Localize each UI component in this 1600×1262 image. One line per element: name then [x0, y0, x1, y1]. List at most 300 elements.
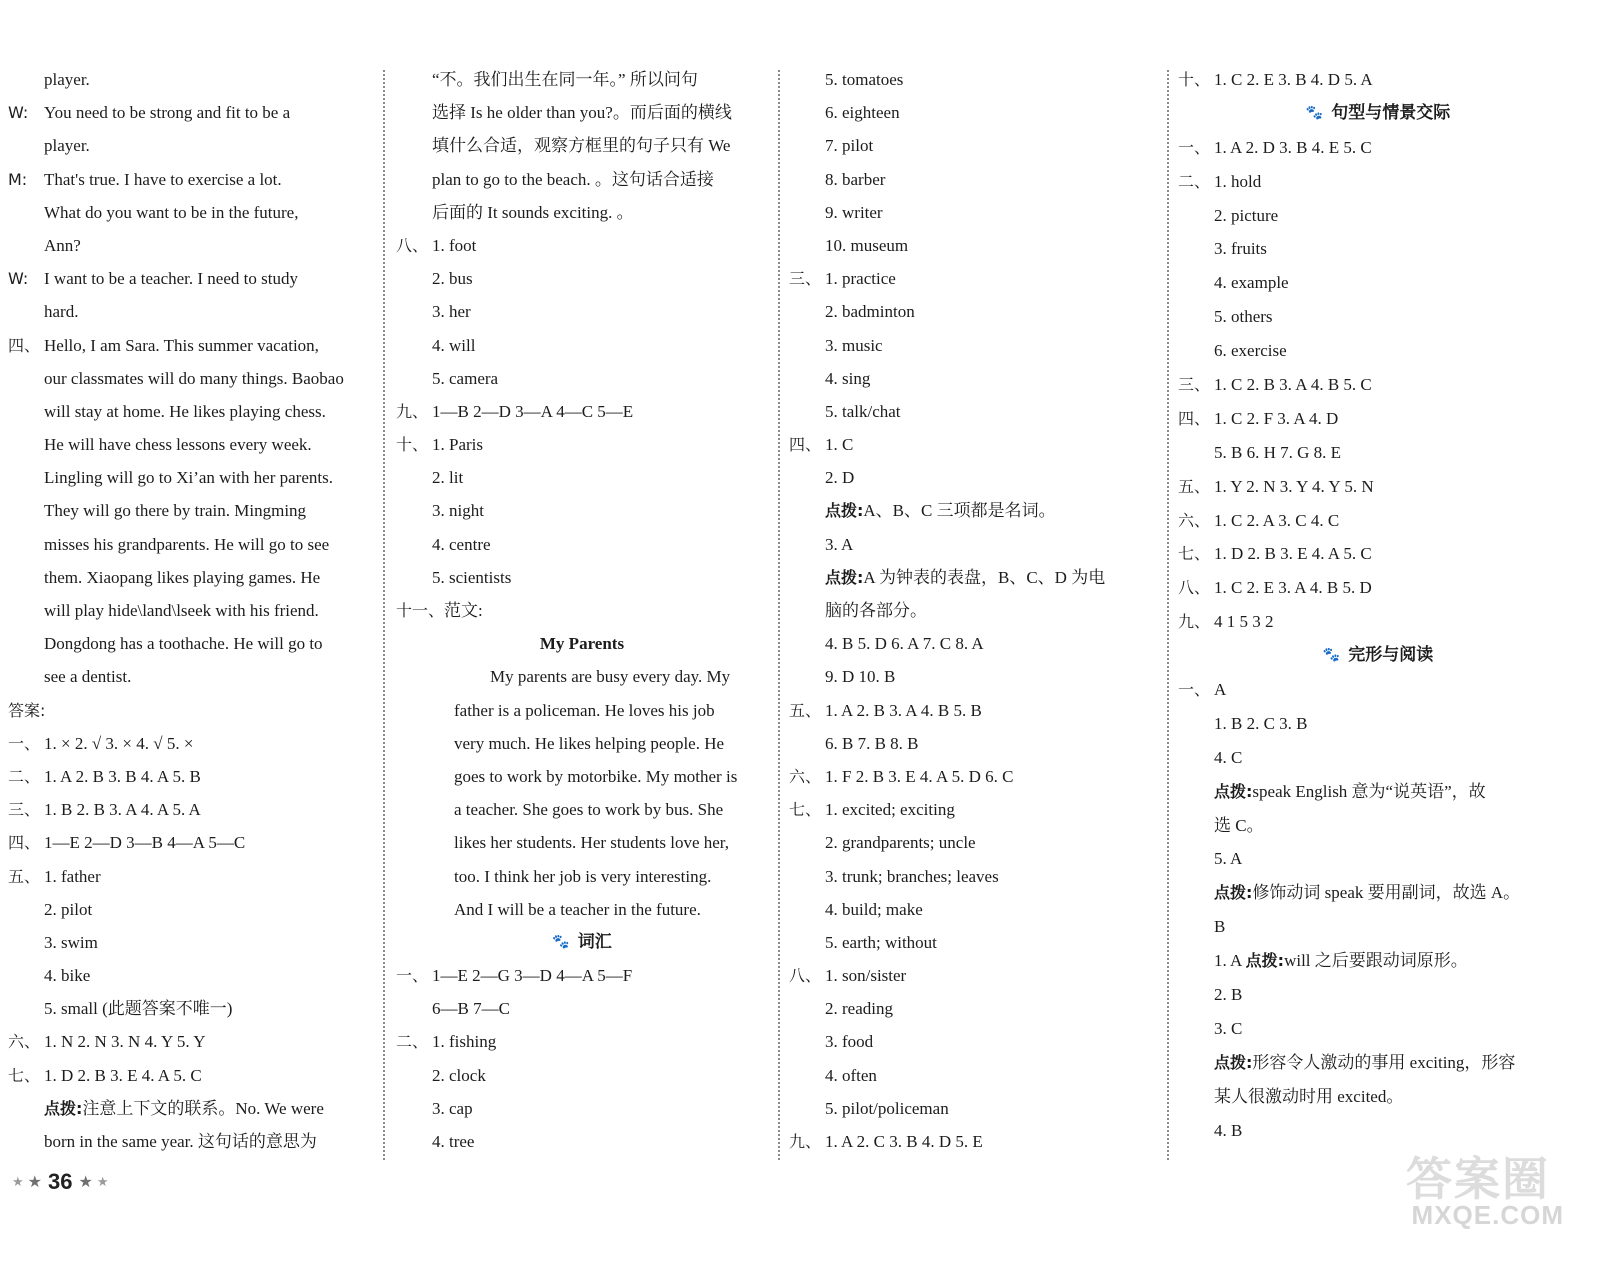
answer-line — [396, 295, 768, 328]
answer-text: You need to be strong and fit to be a — [44, 103, 291, 123]
answer-line — [396, 494, 768, 527]
section-heading — [1178, 639, 1578, 673]
answer-line — [1178, 741, 1578, 775]
answer-line — [396, 1092, 768, 1125]
answer-line — [789, 660, 1159, 693]
column-divider — [778, 70, 780, 1160]
answer-line — [1178, 775, 1578, 809]
essay-line: And I will be a teacher in the future. — [454, 899, 701, 919]
answer-line — [396, 594, 768, 627]
answer-text: 4. will — [432, 335, 476, 355]
hint-text: will 之后要跟动词原形。 — [1284, 951, 1468, 971]
answer-line — [396, 196, 768, 229]
question-label: 八、 — [1178, 578, 1211, 598]
answer-text: 5. pilot/policeman — [825, 1098, 949, 1118]
answer-text: 1. C 2. B 3. A 4. B 5. C — [1214, 375, 1372, 395]
answer-text: 1. C 2. F 3. A 4. D — [1214, 408, 1339, 428]
answer-text: 5. tomatoes — [825, 70, 904, 89]
answer-text: hard. — [44, 302, 79, 322]
answer-line — [396, 959, 768, 992]
question-label: M: — [8, 169, 28, 189]
answer-text: 1. D 2. B 3. E 4. A 5. C — [44, 1065, 202, 1085]
star-icon: ★ — [27, 1174, 42, 1191]
answer-line — [1178, 1080, 1578, 1114]
answer-text: A — [1214, 680, 1227, 700]
answer-line — [1178, 605, 1578, 639]
answer-text: misses his grandparents. He will go to see — [44, 534, 330, 554]
answer-line — [8, 63, 378, 96]
hint-label: 点拨: — [1214, 883, 1253, 903]
answer-line — [1178, 402, 1578, 436]
section-heading-text: 完形与阅读 — [1348, 645, 1434, 666]
answer-line — [1178, 537, 1578, 571]
question-label: 九、 — [789, 1132, 822, 1151]
page-footer — [10, 1166, 110, 1198]
answer-text: 脑的各部分。 — [825, 601, 927, 620]
answer-line — [1178, 334, 1578, 368]
answer-line — [396, 1059, 768, 1092]
answer-text: 1. A 2. B 3. B 4. A 5. B — [44, 766, 201, 786]
essay-line: a teacher. She goes to work by bus. She — [454, 800, 724, 820]
answer-line — [396, 1025, 768, 1058]
answer-line — [8, 959, 378, 992]
answer-text: 3. trunk; branches; leaves — [825, 866, 999, 886]
answer-line — [789, 329, 1159, 362]
answer-line — [8, 727, 378, 760]
section-heading — [396, 926, 768, 959]
answer-text: 1. C 2. E 3. B 4. D 5. A — [1214, 70, 1373, 89]
question-label: 一、 — [1178, 137, 1211, 157]
question-label: 九、 — [1178, 612, 1211, 632]
answer-line — [8, 329, 378, 362]
hint-text: 修饰动词 speak 要用副词，故选 A。 — [1252, 883, 1521, 903]
answer-line — [1178, 300, 1578, 334]
question-label: 一、 — [1178, 680, 1211, 700]
answer-line — [1178, 842, 1578, 876]
hint-label: 点拨: — [825, 501, 864, 521]
question-label: 七、 — [1178, 544, 1211, 564]
answer-line — [789, 760, 1159, 793]
section-heading — [1178, 97, 1578, 131]
answer-line — [789, 992, 1159, 1025]
answer-text: 10. museum — [825, 235, 909, 255]
answer-line — [396, 96, 768, 129]
answer-line — [8, 395, 378, 428]
question-label: 四、 — [8, 335, 41, 355]
answer-line — [8, 1125, 378, 1158]
answer-line — [1178, 368, 1578, 402]
answer-line — [789, 129, 1159, 162]
answer-line — [789, 860, 1159, 893]
answer-line — [1178, 199, 1578, 233]
answer-text: 2. picture — [1214, 205, 1279, 225]
answer-line — [789, 196, 1159, 229]
answer-text: 1. C — [825, 435, 854, 455]
answer-text: 1. B 2. B 3. A 4. A 5. A — [44, 800, 201, 820]
answer-line — [396, 262, 768, 295]
answer-text: 1. N 2. N 3. N 4. Y 5. Y — [44, 1032, 206, 1052]
answer-text: 1—B 2—D 3—A 4—C 5—E — [432, 401, 634, 421]
column-1 — [8, 63, 378, 1158]
answer-line — [1178, 809, 1578, 843]
answer-line — [789, 727, 1159, 760]
answer-line — [8, 992, 378, 1025]
question-label: 十一、 — [396, 601, 445, 620]
question-label: 六、 — [1178, 510, 1211, 530]
answer-text: 3. A — [825, 534, 854, 554]
answer-text: 1. Paris — [432, 435, 483, 455]
answer-line — [8, 129, 378, 162]
answer-line — [8, 494, 378, 527]
question-label: 二、 — [396, 1032, 429, 1052]
question-label: 九、 — [396, 401, 429, 421]
answer-text: 范文: — [444, 601, 483, 620]
answer-line — [1178, 436, 1578, 470]
answer-text: 某人很激动时用 excited。 — [1214, 1086, 1404, 1106]
question-label: 一、 — [396, 966, 429, 986]
answer-text: “不。我们出生在同一年。” 所以问句 — [432, 70, 698, 89]
star-icon: ★ — [96, 1174, 109, 1189]
answer-text: Ann? — [44, 235, 81, 255]
column-2 — [396, 63, 768, 1158]
answer-line — [8, 461, 378, 494]
answer-line — [8, 262, 378, 295]
answer-line — [789, 362, 1159, 395]
answer-line — [396, 428, 768, 461]
answer-line — [8, 1025, 378, 1058]
answer-line — [789, 793, 1159, 826]
question-label: 二、 — [1178, 171, 1211, 191]
answer-line — [396, 63, 768, 96]
answer-line — [8, 660, 378, 693]
question-label: 三、 — [789, 269, 822, 289]
hint-text: speak English 意为“说英语”，故 — [1252, 781, 1486, 801]
answer-line — [8, 926, 378, 959]
answer-text: 1. excited; exciting — [825, 800, 955, 820]
answer-line — [789, 63, 1159, 96]
answer-line — [8, 528, 378, 561]
answer-text: 3. music — [825, 335, 883, 355]
answer-line — [789, 594, 1159, 627]
answer-text: 2. B — [1214, 985, 1243, 1005]
answer-line — [396, 329, 768, 362]
answer-text: 4. sing — [825, 368, 871, 388]
question-label: 一、 — [8, 733, 41, 753]
watermark-logo: 答案圈 — [1406, 1152, 1550, 1206]
answer-text: 5. small (此题答案不唯一) — [44, 999, 233, 1019]
answer-text: see a dentist. — [44, 667, 132, 687]
question-label: 五、 — [8, 866, 41, 886]
answer-line — [1178, 165, 1578, 199]
answer-text: will play hide\land\lseek with his friend. — [44, 601, 319, 620]
answer-line — [1178, 504, 1578, 538]
answer-text: 2. badminton — [825, 302, 915, 322]
answer-line — [789, 561, 1159, 594]
answer-line — [789, 295, 1159, 328]
answer-line — [8, 860, 378, 893]
essay-line: My parents are busy every day. My — [490, 667, 731, 687]
star-icon: ★ — [12, 1174, 24, 1189]
answer-text: 4. tree — [432, 1132, 475, 1151]
question-label: 十、 — [1178, 70, 1211, 89]
answer-line — [396, 561, 768, 594]
answer-text: 1—E 2—G 3—D 4—A 5—F — [432, 966, 633, 986]
paw-icon: 🐾 — [1305, 104, 1324, 121]
answer-text: B — [1214, 917, 1226, 937]
hint-text: A 为钟表的表盘，B、C、D 为电 — [863, 567, 1106, 587]
answer-line — [396, 362, 768, 395]
answer-text: 4. B — [1214, 1120, 1243, 1140]
answer-line — [8, 196, 378, 229]
answer-line — [1178, 707, 1578, 741]
answer-text: 1. hold — [1214, 171, 1262, 191]
question-label: 五、 — [789, 700, 822, 720]
answer-line — [1178, 470, 1578, 504]
answer-line — [789, 959, 1159, 992]
question-label: 七、 — [8, 1065, 41, 1085]
answer-text: 4. example — [1214, 273, 1289, 293]
answer-text: 5. talk/chat — [825, 401, 901, 421]
watermark-url: MXQE.COM — [1411, 1200, 1564, 1230]
answer-line — [8, 163, 378, 196]
answer-text: 1. fishing — [432, 1032, 497, 1052]
answer-line — [789, 1092, 1159, 1125]
answer-text: 1. D 2. B 3. E 4. A 5. C — [1214, 544, 1372, 564]
answer-text: 5. others — [1214, 307, 1273, 327]
answer-line — [8, 295, 378, 328]
answer-text: 3. cap — [432, 1098, 473, 1118]
answer-text: 1. B 2. C 3. B — [1214, 713, 1308, 733]
answer-line — [1178, 266, 1578, 300]
answer-line — [1178, 232, 1578, 266]
question-label: 三、 — [1178, 375, 1211, 395]
answer-text: Dongdong has a toothache. He will go to — [44, 634, 323, 654]
answer-text: 5. scientists — [432, 567, 512, 587]
answer-line — [8, 826, 378, 859]
answer-line — [789, 893, 1159, 926]
answer-line — [8, 428, 378, 461]
column-divider — [1167, 70, 1169, 1160]
answer-line — [789, 826, 1159, 859]
answer-line — [8, 1092, 378, 1125]
answer-text: 3. swim — [44, 932, 98, 952]
answer-line — [1178, 978, 1578, 1012]
answer-text: 3. food — [825, 1032, 874, 1052]
answer-line — [789, 1025, 1159, 1058]
essay-line: father is a policeman. He loves his job — [454, 700, 715, 720]
answer-line — [1178, 876, 1578, 910]
answer-text: 2. grandparents; uncle — [825, 833, 976, 853]
answer-line — [1178, 63, 1578, 97]
answer-text: player. — [44, 136, 90, 156]
answer-text: plan to go to the beach. 。这句话合适接 — [432, 169, 714, 189]
column-3 — [789, 63, 1159, 1158]
answer-text: 2. pilot — [44, 899, 93, 919]
essay-title: My Parents — [539, 634, 625, 654]
answer-line — [8, 893, 378, 926]
answer-line — [789, 395, 1159, 428]
answer-text: 4 1 5 3 2 — [1214, 612, 1274, 632]
hint-text: 形容令人激动的事用 exciting，形容 — [1252, 1052, 1516, 1072]
answer-text: 5. camera — [432, 368, 499, 388]
answer-text: Lingling will go to Xi’an with her parents. — [44, 468, 333, 488]
answer-line — [789, 494, 1159, 527]
answer-line — [1178, 944, 1578, 978]
answer-line — [789, 528, 1159, 561]
answer-text: 后面的 It sounds exciting. 。 — [432, 202, 634, 222]
answer-line — [789, 163, 1159, 196]
answer-text: 2. D — [825, 468, 855, 488]
answer-text: 填什么合适，观察方框里的句子只有 We — [432, 136, 731, 156]
answer-line — [8, 594, 378, 627]
question-label: W: — [8, 269, 29, 289]
answer-text: Hello, I am Sara. This summer vacation, — [44, 335, 319, 355]
answer-line — [8, 694, 378, 727]
answer-text: 4. C — [1214, 747, 1243, 767]
star-icon: ★ — [78, 1174, 93, 1191]
column-4 — [1178, 63, 1578, 1148]
answer-line — [789, 1059, 1159, 1092]
answer-text: 6. B 7. B 8. B — [825, 733, 919, 753]
answer-line — [396, 1125, 768, 1158]
hint-label: 点拨: — [1214, 781, 1253, 801]
answer-text: 7. pilot — [825, 136, 874, 156]
answer-text: 4. bike — [44, 966, 91, 986]
answer-text: 1. A 2. D 3. B 4. E 5. C — [1214, 137, 1372, 157]
hint-label: 点拨: — [1245, 951, 1285, 971]
question-label: 八、 — [396, 235, 429, 255]
answer-line — [789, 694, 1159, 727]
answer-line — [1178, 1046, 1578, 1080]
answer-text: 3. night — [432, 501, 484, 521]
question-label: 四、 — [789, 435, 822, 455]
answer-text: our classmates will do many things. Baobao — [44, 368, 344, 388]
answer-line — [1178, 131, 1578, 165]
answer-line — [789, 428, 1159, 461]
answer-text: 1. Y 2. N 3. Y 4. Y 5. N — [1214, 476, 1374, 496]
answer-text: 1. C 2. A 3. C 4. C — [1214, 510, 1340, 530]
answer-text: born in the same year. 这句话的意思为 — [44, 1132, 317, 1151]
answer-line — [789, 627, 1159, 660]
question-label: 十、 — [396, 435, 429, 455]
answer-line — [396, 395, 768, 428]
essay-line: very much. He likes helping people. He — [454, 733, 725, 753]
answer-line — [789, 926, 1159, 959]
answer-line — [8, 362, 378, 395]
question-label: 三、 — [8, 800, 41, 820]
answer-text: He will have chess lessons every week. — [44, 435, 312, 455]
answer-line — [789, 262, 1159, 295]
essay-line: goes to work by motorbike. My mother is — [454, 766, 738, 786]
answer-text: will stay at home. He likes playing chess. — [44, 401, 326, 421]
hint-text: A、B、C 三项都是名词。 — [863, 501, 1056, 521]
question-label: W: — [8, 103, 29, 123]
answer-line — [396, 163, 768, 196]
answer-text: What do you want to be in the future, — [44, 202, 299, 222]
answer-line — [396, 992, 768, 1025]
answer-line — [396, 528, 768, 561]
answer-text: 6. exercise — [1214, 341, 1287, 361]
answer-text: That's true. I have to exercise a lot. — [44, 169, 282, 189]
answer-text: They will go there by train. Mingming — [44, 501, 307, 521]
answer-text: 8. barber — [825, 169, 886, 189]
answer-text: 1. A 2. B 3. A 4. B 5. B — [825, 700, 982, 720]
question-label: 二、 — [8, 766, 41, 786]
answer-line — [8, 561, 378, 594]
answer-text: 4. B 5. D 6. A 7. C 8. A — [825, 634, 984, 654]
answer-text: 6. eighteen — [825, 103, 900, 123]
question-label: 六、 — [789, 766, 822, 786]
paw-icon: 🐾 — [552, 933, 570, 950]
column-divider — [383, 70, 385, 1160]
answer-text: 1. A 2. C 3. B 4. D 5. E — [825, 1132, 983, 1151]
answer-text: 2. bus — [432, 269, 473, 289]
answer-line — [1178, 571, 1578, 605]
question-label: 答案: — [8, 700, 46, 720]
answer-text: 4. often — [825, 1065, 877, 1085]
answer-line — [1178, 673, 1578, 707]
answer-line — [8, 1059, 378, 1092]
answer-text: 2. clock — [432, 1065, 486, 1085]
page-number: 36 — [48, 1169, 73, 1194]
answer-line — [8, 760, 378, 793]
answer-text: 9. writer — [825, 202, 883, 222]
section-heading-text: 词汇 — [577, 931, 612, 952]
answer-text: 1. practice — [825, 269, 896, 289]
answer-line — [396, 229, 768, 262]
hint-label: 点拨: — [825, 567, 864, 587]
answer-line — [789, 1125, 1159, 1158]
answer-line — [396, 129, 768, 162]
answer-text: 5. earth; without — [825, 932, 937, 952]
answer-text: 4. build; make — [825, 899, 923, 919]
essay-line: too. I think her job is very interesting. — [454, 866, 712, 886]
answer-line — [8, 229, 378, 262]
question-label: 五、 — [1178, 476, 1211, 496]
paw-icon: 🐾 — [1322, 647, 1341, 664]
hint-text: 注意上下文的联系。No. We were — [82, 1098, 324, 1118]
answer-text: 1—E 2—D 3—B 4—A 5—C — [44, 833, 246, 853]
answer-text: 5. B 6. H 7. G 8. E — [1214, 442, 1342, 462]
answer-text: 1. son/sister — [825, 966, 907, 986]
question-label: 四、 — [1178, 408, 1211, 428]
answer-text: 3. her — [432, 302, 471, 322]
answer-text: 3. C — [1214, 1018, 1243, 1038]
answer-text: 1. × 2. √ 3. × 4. √ 5. × — [44, 733, 194, 753]
answer-line — [1178, 910, 1578, 944]
answer-text: 3. fruits — [1214, 239, 1267, 259]
answer-text: I want to be a teacher. I need to study — [44, 269, 298, 289]
answer-text: 5. A — [1214, 849, 1243, 869]
answer-line — [8, 627, 378, 660]
answer-line — [789, 229, 1159, 262]
answer-text: 1. A — [1214, 951, 1246, 971]
answer-line — [789, 461, 1159, 494]
question-label: 六、 — [8, 1032, 41, 1052]
answer-text: 选择 Is he older than you?。而后面的横线 — [432, 103, 732, 123]
question-label: 四、 — [8, 833, 41, 853]
answer-text: 1. foot — [432, 235, 477, 255]
answer-text: 选 C。 — [1214, 815, 1264, 835]
answer-text: 2. reading — [825, 999, 893, 1019]
hint-label: 点拨: — [44, 1098, 83, 1118]
answer-text: them. Xiaopang likes playing games. He — [44, 567, 321, 587]
section-heading-text: 句型与情景交际 — [1331, 102, 1451, 123]
answer-line — [1178, 1012, 1578, 1046]
answer-line — [8, 96, 378, 129]
hint-label: 点拨: — [1214, 1052, 1253, 1072]
answer-line — [396, 461, 768, 494]
